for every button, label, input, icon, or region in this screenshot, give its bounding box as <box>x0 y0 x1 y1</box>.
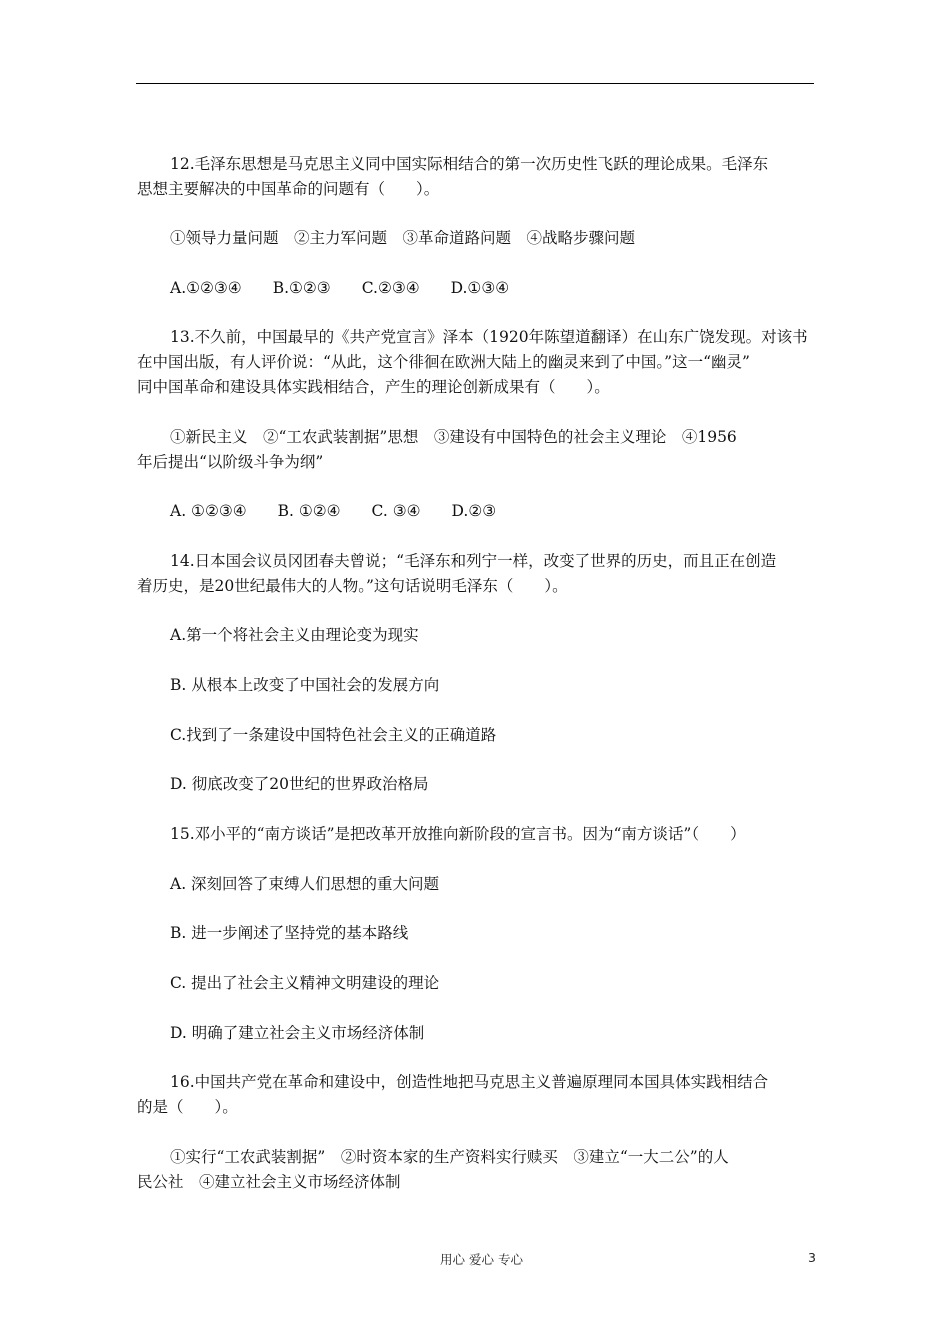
q14-option-c: C.找到了一条建设中国特色社会主义的正确道路 <box>170 726 497 744</box>
header-rule <box>136 83 814 84</box>
footer-motto: 用心 爱心 专心 <box>440 1252 523 1267</box>
q15-option-b: B. 进一步阐述了坚持党的基本路线 <box>170 924 409 942</box>
q13-options: A. ①②③④ B. ①②④ C. ③④ D.②③ <box>170 502 497 520</box>
q13-stem-line1: 13.不久前，中国最早的《共产党宣言》泽本（1920年陈望道翻译）在山东广饶发现。对该书 <box>170 328 808 346</box>
q16-items-line2: 民公社 ④建立社会主义市场经济体制 <box>137 1173 401 1191</box>
q12-stem-line2: 思想主要解决的中国革命的问题有（ ）。 <box>137 180 440 198</box>
page-number: 3 <box>808 1250 816 1265</box>
q13-stem-line2: 在中国出版，有人评价说：“从此，这个徘徊在欧洲大陆上的幽灵来到了中国。”这一“幽灵” <box>137 353 750 371</box>
q15-option-d: D. 明确了建立社会主义市场经济体制 <box>170 1024 425 1042</box>
q13-items-line2: 年后提出“以阶级斗争为纲” <box>137 453 324 471</box>
q13-stem-line3: 同中国革命和建设具体实践相结合，产生的理论创新成果有（ ）。 <box>137 378 610 396</box>
q12-stem-line1: 12.毛泽东思想是马克思主义同中国实际相结合的第一次历史性飞跃的理论成果。毛泽东 <box>170 155 769 173</box>
q13-items-line1: ①新民主义 ②“工农武装割据”思想 ③建设有中国特色的社会主义理论 ④1956 <box>170 428 737 446</box>
q14-option-a: A.第一个将社会主义由理论变为现实 <box>170 626 419 644</box>
q14-option-d: D. 彻底改变了20世纪的世界政治格局 <box>170 775 429 793</box>
q14-stem-line2: 着历史，是20世纪最伟大的人物。”这句话说明毛泽东（ ）。 <box>137 577 568 595</box>
q14-option-b: B. 从根本上改变了中国社会的发展方向 <box>170 676 440 694</box>
q16-stem-line2: 的是（ ）。 <box>137 1098 238 1116</box>
q15-option-c: C. 提出了社会主义精神文明建设的理论 <box>170 974 440 992</box>
q15-option-a: A. 深刻回答了束缚人们思想的重大问题 <box>170 875 440 893</box>
q16-items-line1: ①实行“工农武装割据” ②时资本家的生产资料实行赎买 ③建立“一大二公”的人 <box>170 1148 729 1166</box>
q15-stem-line1: 15.邓小平的“南方谈话”是把改革开放推向新阶段的宣言书。因为“南方谈话”（ ） <box>170 825 746 843</box>
q12-items: ①领导力量问题 ②主力军问题 ③革命道路问题 ④战略步骤问题 <box>170 229 636 247</box>
q16-stem-line1: 16.中国共产党在革命和建设中，创造性地把马克思主义普遍原理同本国具体实践相结合 <box>170 1073 769 1091</box>
q12-options: A.①②③④ B.①②③ C.②③④ D.①③④ <box>170 279 510 297</box>
q14-stem-line1: 14.日本国会议员冈团春夫曾说；“毛泽东和列宁一样，改变了世界的历史，而且正在创造 <box>170 552 777 570</box>
